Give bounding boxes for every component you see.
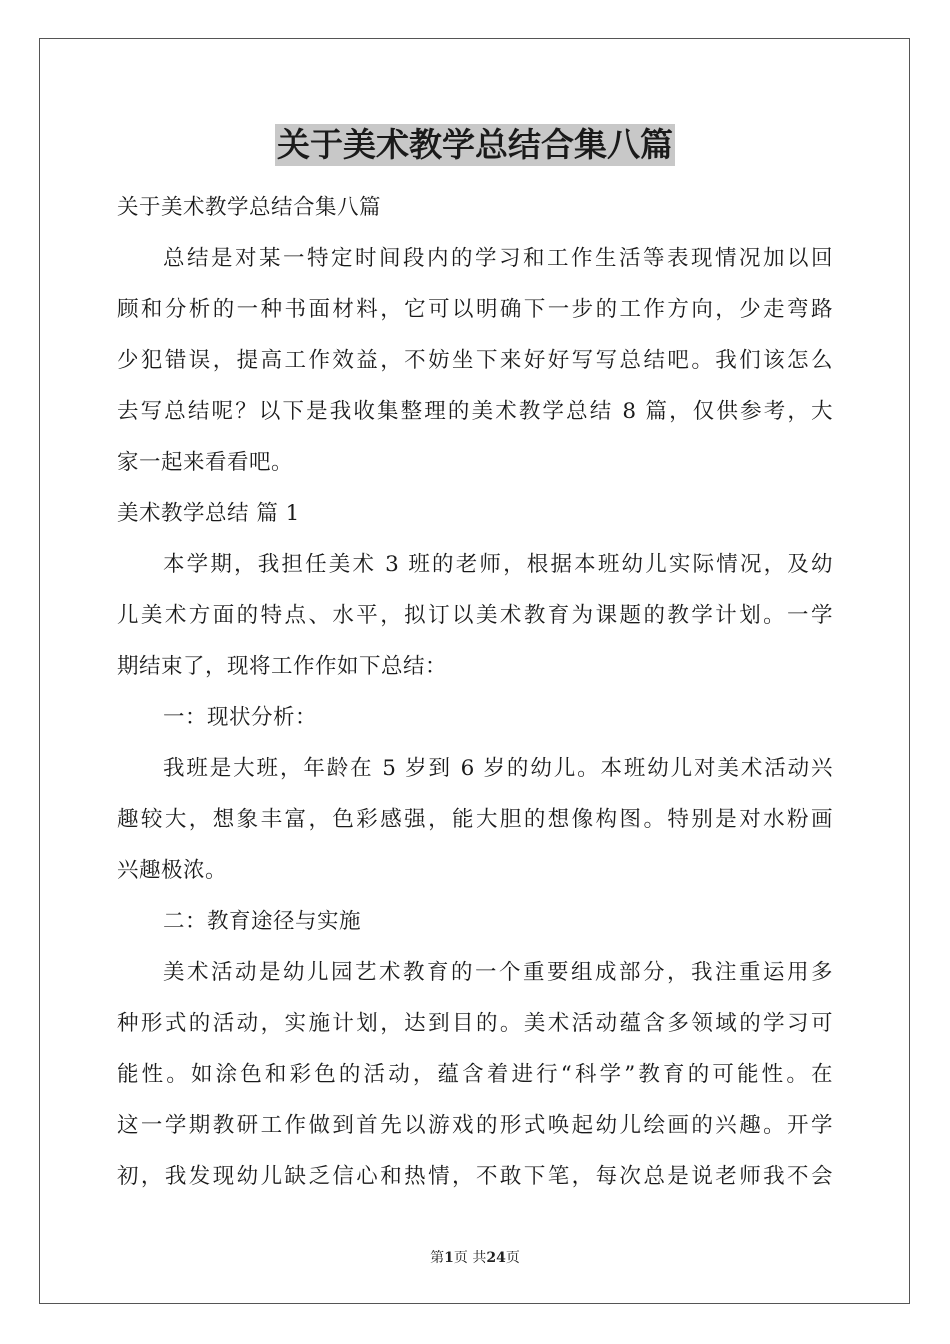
text-line: 我班是大班，年龄在 5 岁到 6 岁的幼儿。本班幼儿对美术活动兴 — [163, 756, 833, 781]
text-line: 本学期，我担任美术 3 班的老师，根据本班幼儿实际情况，及幼 — [163, 552, 833, 577]
text-line: 初，我发现幼儿缺乏信心和热情，不敢下笔，每次总是说老师我不会 — [117, 1164, 833, 1189]
text-line: 美术活动是幼儿园艺术教育的一个重要组成部分，我注重运用多 — [163, 960, 833, 985]
text-line: 兴趣极浓。 — [117, 858, 228, 883]
title-row — [117, 124, 833, 170]
text-line: 这一学期教研工作做到首先以游戏的形式唤起幼儿绘画的兴趣。开学 — [117, 1113, 833, 1138]
text-line: 顾和分析的一种书面材料，它可以明确下一步的工作方向，少走弯路 — [117, 297, 833, 322]
page-footer — [0, 1247, 950, 1267]
text-line: 能性。如涂色和彩色的活动，蕴含着进行“科学”教育的可能性。在 — [117, 1062, 833, 1087]
document-body — [117, 124, 833, 1202]
text-line: 一：现状分析： — [163, 705, 318, 730]
footer-page-number: 1 — [444, 1250, 454, 1266]
text-line: 趣较大，想象丰富，色彩感强，能大胆的想像构图。特别是对水粉画 — [117, 807, 833, 832]
footer-prefix: 第 — [430, 1250, 445, 1266]
paragraph-lines — [117, 182, 833, 1202]
footer-suffix: 页 — [505, 1250, 520, 1266]
text-line: 二：教育途径与实施 — [163, 909, 362, 934]
text-line: 种形式的活动，实施计划，达到目的。美术活动蕴含多领域的学习可 — [117, 1011, 833, 1036]
text-line: 去写总结呢？以下是我收集整理的美术教学总结 8 篇，仅供参考，大 — [117, 399, 833, 424]
text-line: 儿美术方面的特点、水平，拟订以美术教育为课题的教学计划。一学 — [117, 603, 833, 628]
footer-middle: 页 共 — [453, 1250, 487, 1266]
text-line: 美术教学总结 篇 1 — [117, 501, 300, 526]
text-line: 期结束了，现将工作作如下总结： — [117, 654, 448, 679]
text-line: 总结是对某一特定时间段内的学习和工作生活等表现情况加以回 — [163, 246, 833, 271]
text-line: 家一起来看看吧。 — [117, 450, 294, 475]
footer-total-pages: 24 — [486, 1250, 506, 1266]
text-line: 关于美术教学总结合集八篇 — [117, 195, 382, 220]
text-line: 少犯错误，提高工作效益，不妨坐下来好好写写总结吧。我们该怎么 — [117, 348, 833, 373]
page-title: 关于美术教学总结合集八篇 — [277, 125, 673, 164]
